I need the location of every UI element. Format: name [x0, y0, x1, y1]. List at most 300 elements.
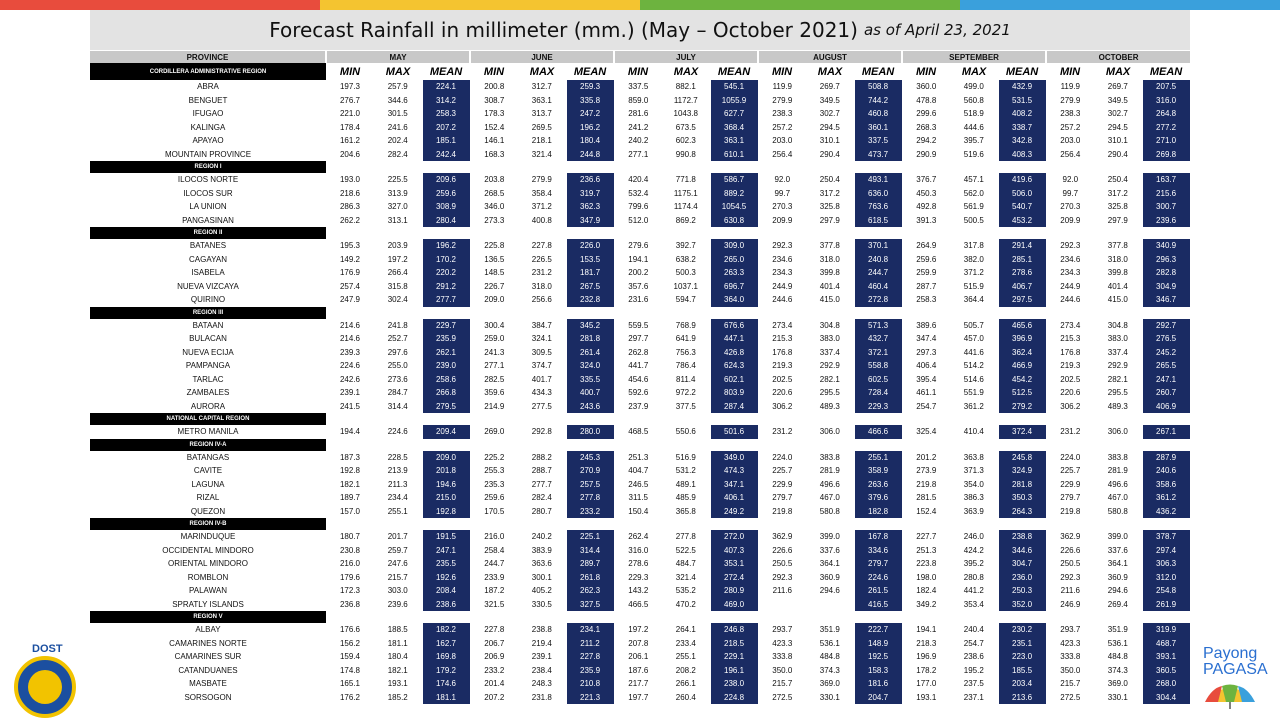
mean-value-cell: 460.4 — [854, 280, 902, 294]
max-value-cell: 306.0 — [819, 427, 840, 437]
mean-value-cell: 466.9 — [998, 359, 1046, 373]
max-value-cell: 399.8 — [1107, 268, 1128, 278]
region-row-spacer — [950, 227, 998, 239]
mean-value-cell: 235.9 — [422, 332, 470, 346]
min-value-cell: 273.9 — [916, 466, 937, 476]
mean-value-cell: 243.6 — [566, 400, 614, 414]
province-row — [90, 134, 1190, 148]
mean-value-cell: 314.4 — [566, 544, 614, 558]
max-value-cell: 344.6 — [387, 95, 408, 105]
province-row — [90, 386, 1190, 400]
mean-value-cell: 342.8 — [998, 134, 1046, 148]
mean-value-cell: 247.1 — [422, 544, 470, 558]
min-value-cell: 350.0 — [1060, 665, 1081, 675]
province-name: ZAMBALES — [186, 388, 230, 398]
min-value-cell: 259.9 — [916, 268, 937, 278]
region-row-spacer — [710, 413, 758, 425]
mean-value-cell: 408.3 — [998, 148, 1046, 162]
region-row-spacer — [662, 518, 710, 530]
region-row-spacer — [710, 307, 758, 319]
max-value-cell: 516.9 — [675, 452, 696, 462]
mean-value-cell: 174.6 — [422, 677, 470, 691]
region-row-spacer — [710, 439, 758, 451]
min-value-cell: 178.4 — [339, 122, 361, 132]
min-value-cell: 244.9 — [1060, 281, 1081, 291]
mean-value-cell: 267.5 — [566, 280, 614, 294]
max-value-cell: 302.7 — [1107, 109, 1128, 119]
region-row-spacer — [1094, 413, 1142, 425]
region-row — [90, 439, 1190, 451]
min-value-cell: 859.0 — [628, 95, 649, 105]
max-value-cell: 363.8 — [963, 452, 984, 462]
max-value-cell: 369.0 — [1107, 679, 1128, 689]
region-row-spacer — [854, 413, 902, 425]
min-value-cell: 197.3 — [339, 82, 361, 92]
max-value-cell: 269.7 — [1107, 82, 1128, 92]
region-row-spacer — [758, 413, 806, 425]
region-name: REGION IV-A — [90, 439, 326, 451]
min-value-cell: 152.4 — [484, 122, 505, 132]
province-name: APAYAO — [192, 136, 224, 146]
max-value-cell: 550.6 — [675, 427, 696, 437]
region-row-spacer — [614, 518, 662, 530]
max-value-cell: 371.2 — [531, 202, 552, 212]
province-name: NUEVA ECIJA — [182, 347, 234, 357]
max-value-cell: 401.7 — [531, 374, 552, 384]
min-value-cell: 161.2 — [339, 136, 361, 146]
min-value-cell: 251.3 — [916, 545, 937, 555]
mean-value-cell: 277.8 — [566, 491, 614, 505]
mean-value-cell: 279.7 — [854, 557, 902, 571]
mean-value-cell: 167.8 — [854, 530, 902, 544]
min-value-cell: 92.0 — [774, 175, 791, 185]
max-value-cell: 383.0 — [1107, 334, 1128, 344]
max-value-cell: 318.0 — [819, 254, 840, 264]
mean-value-cell: 889.2 — [710, 187, 758, 201]
min-value-cell: 176.2 — [339, 692, 361, 702]
max-value-cell: 282.1 — [819, 374, 840, 384]
mean-value-cell: 763.6 — [854, 200, 902, 214]
min-value-cell: 321.5 — [484, 599, 505, 609]
region-row — [90, 63, 1190, 80]
mean-value-cell: 408.2 — [998, 107, 1046, 121]
mean-value-cell: 324.9 — [998, 464, 1046, 478]
max-value-cell: 358.4 — [531, 188, 552, 198]
max-value-cell: 295.5 — [819, 388, 840, 398]
mean-value-cell: 280.0 — [566, 425, 614, 439]
region-row-spacer — [1094, 611, 1142, 623]
region-row-spacer — [998, 611, 1046, 623]
mean-value-cell: 474.3 — [710, 464, 758, 478]
min-value-cell: 189.7 — [339, 493, 361, 503]
max-value-cell: 250.4 — [819, 175, 840, 185]
province-row — [90, 451, 1190, 465]
mean-value-cell: 192.8 — [422, 505, 470, 519]
stat-subheader: MAX — [529, 65, 555, 78]
min-value-cell: 221.0 — [339, 109, 361, 119]
max-value-cell: 304.8 — [819, 320, 840, 330]
max-value-cell: 188.5 — [387, 625, 408, 635]
province-row — [90, 80, 1190, 94]
max-value-cell: 292.9 — [1107, 361, 1128, 371]
top-bar-segment-blue — [960, 0, 1280, 10]
max-value-cell: 383.8 — [819, 452, 840, 462]
min-value-cell: 362.9 — [1060, 532, 1081, 542]
min-value-cell: 262.2 — [339, 215, 361, 225]
min-value-cell: 165.1 — [339, 679, 361, 689]
mean-value-cell: 267.1 — [1142, 425, 1190, 439]
max-value-cell: 310.1 — [819, 136, 840, 146]
mean-value-cell: 416.5 — [854, 598, 902, 612]
province-row — [90, 280, 1190, 294]
region-row-spacer — [998, 307, 1046, 319]
max-value-cell: 371.3 — [963, 466, 984, 476]
mean-value-cell: 406.9 — [1142, 400, 1190, 414]
max-value-cell: 361.2 — [963, 401, 984, 411]
region-row-spacer — [758, 161, 806, 173]
region-row-spacer — [422, 307, 470, 319]
month-header: OCTOBER — [1046, 51, 1190, 63]
min-value-cell: 592.6 — [628, 388, 649, 398]
max-value-cell: 351.9 — [1107, 625, 1128, 635]
min-value-cell: 255.3 — [484, 466, 505, 476]
region-row-spacer — [998, 161, 1046, 173]
max-value-cell: 383.9 — [531, 545, 552, 555]
min-value-cell: 290.9 — [916, 149, 937, 159]
min-value-cell: 362.9 — [772, 532, 793, 542]
province-row — [90, 464, 1190, 478]
min-value-cell: 234.6 — [1060, 254, 1081, 264]
mean-value-cell: 370.1 — [854, 239, 902, 253]
region-name: REGION V — [90, 611, 326, 623]
stat-subheader: MIN — [1059, 65, 1081, 78]
min-value-cell: 92.0 — [1062, 175, 1079, 185]
region-row-spacer — [1046, 518, 1094, 530]
stat-subheader: MEAN — [573, 65, 607, 78]
max-value-cell — [806, 598, 854, 612]
mean-value-cell: 235.5 — [422, 557, 470, 571]
mean-value-cell: 466.6 — [854, 425, 902, 439]
min-value-cell: 478.8 — [916, 95, 937, 105]
title-bar — [90, 10, 1190, 50]
mean-value-cell: 265.5 — [1142, 359, 1190, 373]
min-value-cell: 287.7 — [916, 281, 937, 291]
min-value-cell: 176.9 — [339, 268, 361, 278]
min-value-cell: 136.5 — [484, 254, 505, 264]
region-row-spacer — [998, 518, 1046, 530]
mean-value-cell: 262.1 — [422, 346, 470, 360]
max-value-cell: 237.5 — [963, 679, 984, 689]
max-value-cell: 360.9 — [1107, 572, 1128, 582]
max-value-cell: 424.2 — [963, 545, 984, 555]
mean-value-cell: 148.9 — [854, 637, 902, 651]
max-value-cell: 231.8 — [531, 692, 552, 702]
max-value-cell: 231.2 — [531, 268, 552, 278]
min-value-cell: 297.3 — [916, 347, 937, 357]
region-row-spacer — [1046, 307, 1094, 319]
region-row-spacer — [518, 611, 566, 623]
min-value-cell: 241.3 — [484, 347, 505, 357]
max-value-cell: 284.7 — [387, 388, 408, 398]
max-value-cell: 239.1 — [531, 652, 552, 662]
min-value-cell: 257.4 — [339, 281, 361, 291]
min-value-cell: 224.6 — [339, 361, 361, 371]
max-value-cell: 374.3 — [1107, 665, 1128, 675]
region-row-spacer — [806, 161, 854, 173]
min-value-cell: 226.6 — [772, 545, 793, 555]
max-value-cell: 325.8 — [819, 202, 840, 212]
region-row-spacer — [566, 307, 614, 319]
min-value-cell: 146.1 — [484, 136, 505, 146]
province-name: BATAAN — [192, 320, 224, 330]
max-value-cell: 234.4 — [387, 493, 408, 503]
province-name: ILOCOS NORTE — [177, 175, 239, 185]
min-value-cell: 203.8 — [484, 175, 505, 185]
max-value-cell: 489.1 — [675, 479, 696, 489]
mean-value-cell: 249.2 — [710, 505, 758, 519]
min-value-cell: 180.7 — [339, 532, 361, 542]
region-row-spacer — [1046, 161, 1094, 173]
mean-value-cell: 224.8 — [710, 691, 758, 705]
mean-value-cell: 229.1 — [710, 650, 758, 664]
mean-value-cell: 308.9 — [422, 200, 470, 214]
min-value-cell: 258.4 — [484, 545, 505, 555]
month-header: MAY — [326, 51, 470, 63]
region-row-spacer — [518, 307, 566, 319]
max-value-cell: 226.5 — [531, 254, 552, 264]
max-value-cell: 294.5 — [1107, 122, 1128, 132]
mean-value-cell: 223.0 — [998, 650, 1046, 664]
region-name: REGION I — [90, 161, 326, 173]
province-name: ORIENTAL MINDORO — [167, 559, 248, 569]
min-value-cell: 157.0 — [339, 506, 361, 516]
min-value-cell: 279.9 — [772, 95, 793, 105]
min-value-cell: 264.9 — [916, 241, 937, 251]
mean-value-cell: 340.9 — [1142, 239, 1190, 253]
region-row-spacer — [710, 227, 758, 239]
min-value-cell: 234.6 — [772, 254, 793, 264]
max-value-cell: 392.7 — [675, 241, 696, 251]
mean-value-cell: 245.2 — [1142, 346, 1190, 360]
mean-value-cell: 379.6 — [854, 491, 902, 505]
region-row-spacer — [1142, 307, 1190, 319]
max-value-cell: 337.4 — [819, 347, 840, 357]
max-value-cell: 280.8 — [963, 572, 984, 582]
region-row — [90, 611, 1190, 623]
max-value-cell: 228.5 — [387, 452, 408, 462]
min-value-cell: 152.4 — [916, 506, 937, 516]
max-value-cell: 363.9 — [963, 506, 984, 516]
mean-value-cell: 261.9 — [1142, 598, 1190, 612]
mean-value-cell: 196.2 — [422, 239, 470, 253]
mean-value-cell: 245.8 — [998, 451, 1046, 465]
min-value-cell: 174.8 — [339, 665, 361, 675]
min-value-cell: 333.8 — [772, 652, 793, 662]
max-value-cell: 241.8 — [387, 320, 408, 330]
min-value-cell: 229.9 — [772, 479, 793, 489]
max-value-cell: 315.8 — [387, 281, 408, 291]
max-value-cell: 288.7 — [531, 466, 552, 476]
mean-value-cell: 232.8 — [566, 293, 614, 307]
min-value-cell: 239.1 — [339, 388, 361, 398]
min-value-cell: 211.6 — [772, 586, 792, 596]
region-row-spacer — [1142, 161, 1190, 173]
mean-value-cell: 372.4 — [998, 425, 1046, 439]
province-name: PANGASINAN — [182, 215, 234, 225]
mean-value-cell: 362.4 — [998, 346, 1046, 360]
mean-value-cell: 260.7 — [1142, 386, 1190, 400]
min-value-cell: 492.8 — [916, 202, 937, 212]
max-value-cell: 364.4 — [963, 295, 984, 305]
province-name: TARLAC — [192, 374, 224, 384]
mean-value-cell: 262.3 — [566, 584, 614, 598]
max-value-cell: 211.3 — [388, 479, 408, 489]
max-value-cell: 281.9 — [1107, 466, 1128, 476]
mean-value-cell: 258.6 — [422, 373, 470, 387]
min-value-cell: 468.5 — [628, 427, 649, 437]
min-value-cell: 238.3 — [772, 109, 793, 119]
province-name: MARINDUQUE — [180, 532, 236, 542]
mean-value-cell: 358.6 — [1142, 478, 1190, 492]
min-value-cell: 297.7 — [628, 334, 649, 344]
region-row-spacer — [1094, 307, 1142, 319]
min-value-cell: 226.7 — [484, 281, 505, 291]
max-value-cell: 383.8 — [1107, 452, 1128, 462]
min-value-cell: 799.6 — [628, 202, 649, 212]
max-value-cell: 215.7 — [387, 572, 408, 582]
max-value-cell: 786.4 — [675, 361, 696, 371]
min-value-cell: 193.0 — [339, 175, 361, 185]
region-row-spacer — [902, 439, 950, 451]
mean-value-cell: 169.8 — [422, 650, 470, 664]
min-value-cell: 236.8 — [339, 599, 361, 609]
max-value-cell: 246.0 — [963, 532, 984, 542]
min-value-cell: 237.9 — [628, 401, 649, 411]
max-value-cell: 580.8 — [1107, 506, 1128, 516]
min-value-cell: 270.3 — [772, 202, 793, 212]
mean-value-cell: 558.8 — [854, 359, 902, 373]
max-value-cell: 395.7 — [963, 136, 984, 146]
mean-value-cell: 314.2 — [422, 94, 470, 108]
mean-value-cell: 224.6 — [854, 571, 902, 585]
max-value-cell: 401.4 — [819, 281, 840, 291]
min-value-cell: 269.0 — [484, 427, 505, 437]
min-value-cell: 229.9 — [1060, 479, 1081, 489]
max-value-cell: 321.4 — [531, 149, 552, 159]
max-value-cell: 869.2 — [675, 215, 696, 225]
region-row-spacer — [614, 413, 662, 425]
max-value-cell: 562.0 — [963, 188, 984, 198]
min-value-cell: 178.2 — [916, 665, 937, 675]
region-row-spacer — [566, 413, 614, 425]
min-value-cell: 277.1 — [628, 149, 649, 159]
max-value-cell: 181.1 — [387, 638, 408, 648]
dost-seal-inner-icon — [28, 670, 62, 704]
mean-value-cell: 240.8 — [854, 253, 902, 267]
min-value-cell: 231.2 — [772, 427, 793, 437]
max-value-cell: 277.5 — [531, 401, 552, 411]
min-value-cell: 215.7 — [1060, 679, 1081, 689]
region-row-spacer — [806, 518, 854, 530]
max-value-cell: 594.7 — [675, 295, 696, 305]
region-row-spacer — [422, 227, 470, 239]
mean-value-cell: 360.1 — [854, 121, 902, 135]
region-row — [90, 227, 1190, 239]
region-row-spacer — [518, 518, 566, 530]
max-value-cell: 330.1 — [1107, 692, 1128, 702]
region-row-spacer — [470, 439, 518, 451]
max-value-cell: 269.5 — [531, 122, 552, 132]
min-value-cell: 395.4 — [916, 374, 937, 384]
max-value-cell: 255.1 — [675, 652, 696, 662]
region-row-spacer — [566, 227, 614, 239]
max-value-cell: 470.2 — [675, 599, 696, 609]
min-value-cell: 214.6 — [339, 320, 361, 330]
max-value-cell: 353.4 — [963, 599, 984, 609]
min-value-cell: 238.3 — [1060, 109, 1081, 119]
max-value-cell: 522.5 — [675, 545, 696, 555]
min-value-cell: 281.6 — [628, 109, 649, 119]
min-value-cell: 346.0 — [484, 202, 505, 212]
max-value-cell: 218.1 — [531, 136, 552, 146]
mean-value-cell: 211.2 — [566, 637, 614, 651]
region-row-spacer — [374, 518, 422, 530]
max-value-cell: 349.5 — [1107, 95, 1128, 105]
region-row-spacer — [518, 413, 566, 425]
region-row-spacer — [374, 439, 422, 451]
mean-value-cell: 287.4 — [710, 400, 758, 414]
top-bar-segment-red — [0, 0, 320, 10]
region-row-spacer — [902, 227, 950, 239]
max-value-cell: 1172.7 — [673, 95, 698, 105]
province-row — [90, 623, 1190, 637]
mean-value-cell: 319.9 — [1142, 623, 1190, 637]
min-value-cell: 225.2 — [484, 452, 505, 462]
min-value-cell: 99.7 — [774, 188, 791, 198]
max-value-cell: 365.8 — [675, 506, 696, 516]
max-value-cell: 673.5 — [675, 122, 696, 132]
mean-value-cell: 432.9 — [998, 80, 1046, 94]
min-value-cell: 350.0 — [772, 665, 793, 675]
max-value-cell: 238.6 — [963, 652, 984, 662]
max-value-cell: 330.5 — [531, 599, 552, 609]
mean-value-cell: 258.3 — [422, 107, 470, 121]
min-value-cell: 219.8 — [1060, 506, 1081, 516]
min-value-cell: 193.1 — [916, 692, 937, 702]
province-row — [90, 571, 1190, 585]
max-value-cell: 377.8 — [819, 241, 840, 251]
mean-value-cell: 319.7 — [566, 187, 614, 201]
province-row — [90, 107, 1190, 121]
min-value-cell: 450.3 — [916, 188, 937, 198]
mean-value-cell: 238.0 — [710, 677, 758, 691]
min-value-cell: 168.3 — [484, 149, 505, 159]
min-value-cell: 292.3 — [772, 241, 793, 251]
region-row-spacer — [422, 161, 470, 173]
region-row-spacer — [950, 307, 998, 319]
max-value-cell: 250.4 — [1107, 175, 1128, 185]
max-value-cell: 260.4 — [675, 692, 696, 702]
mean-value-cell: 185.5 — [998, 664, 1046, 678]
max-value-cell: 252.7 — [387, 334, 408, 344]
province-name: QUIRINO — [190, 295, 226, 305]
mean-value-cell: 291.2 — [422, 280, 470, 294]
max-value-cell: 269.4 — [1107, 599, 1128, 609]
mean-value-cell: 182.2 — [422, 623, 470, 637]
min-value-cell: 225.8 — [484, 241, 505, 251]
min-value-cell: 259.0 — [484, 334, 505, 344]
min-value-cell: 187.6 — [628, 665, 649, 675]
